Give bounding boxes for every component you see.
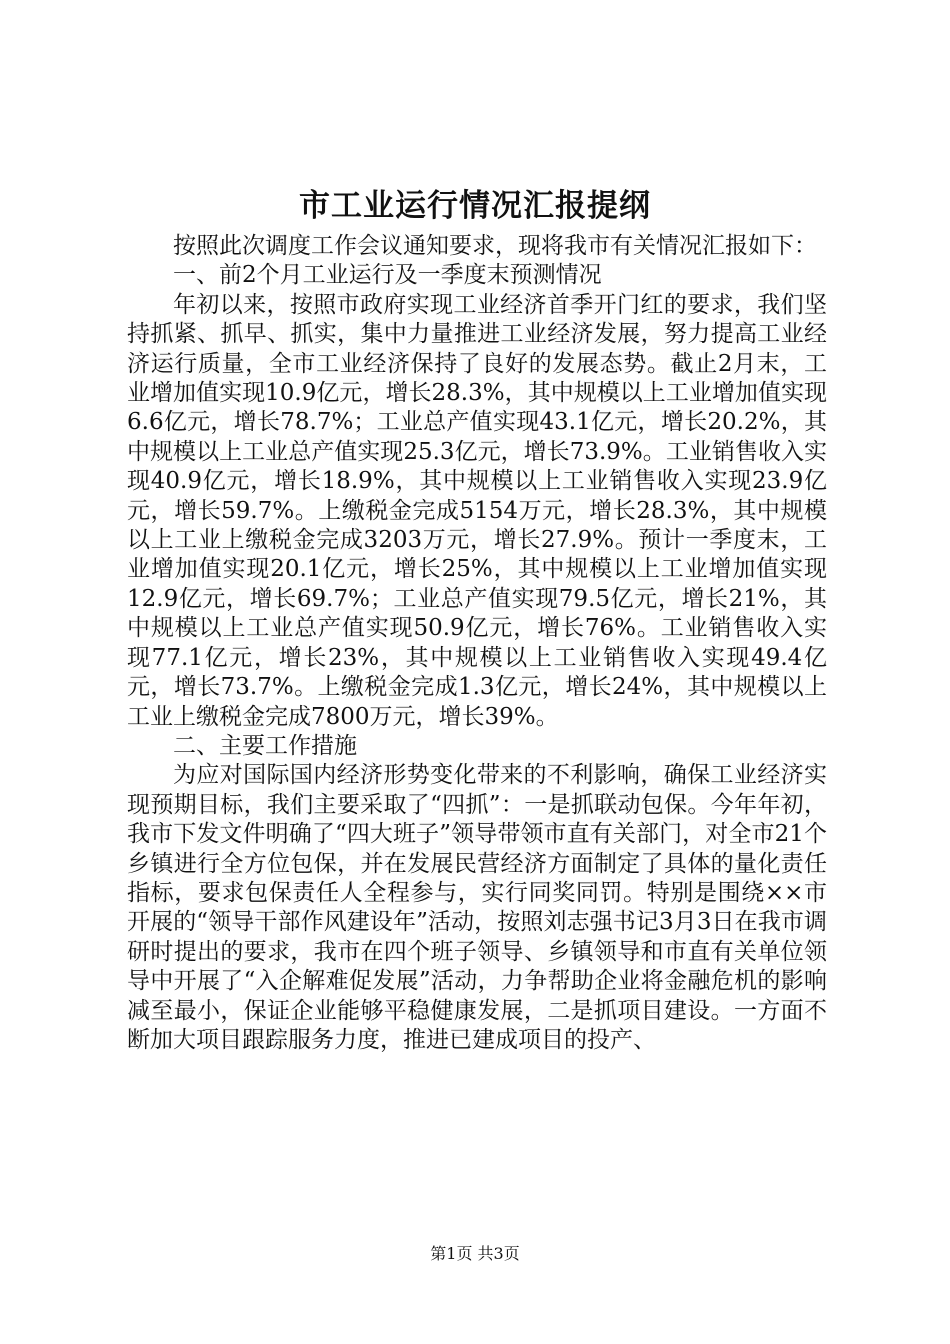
section-heading-2: 二、主要工作措施 bbox=[173, 732, 357, 759]
document-title: 市工业运行情况汇报提纲 bbox=[299, 188, 651, 224]
section-1-paragraph: 年初以来，按照市政府实现工业经济首季开门红的要求，我们坚持抓紧、抓早、抓实，集中力量推进工业经济发展，努力提高工业经济运行质量，全市工业经济保持了良好的发展态势。截止2月末，工业增加值实现10.9亿元，增长28.3%，其中规模以上工业增加值实现6.6亿元，增长78.7%；工业总产值实现43.1亿元，增长20.2%，其中规模以上工业总产值实现25.3亿元，增长73.9%。工业销售收入实现40.9亿元，增长18.9%，其中规模以上工业销售收入实现23.9亿元，增长59.7%。上缴税金完成5154万元，增长28.3%，其中规模以上工业上缴税金完成3203万元，增长27.9%。预计一季度末，工业增加值实现20.1亿元，增长25%，其中规模以上工业增加值实现12.9亿元，增长69.7%；工业总产值实现79.5亿元，增长21%，其中规模以上工业总产值实现50.9亿元，增长76%。工业销售收入实现77.1亿元，增长23%，其中规模以上工业销售收入实现49.4亿元，增长73.7%。上缴税金完成1.3亿元，增长24%，其中规模以上工业上缴税金完成7800万元，增长39%。 bbox=[127, 291, 827, 730]
document-body bbox=[127, 232, 827, 1055]
section-2-paragraph: 为应对国际国内经济形势变化带来的不利影响，确保工业经济实现预期目标，我们主要采取了“四抓”：一是抓联动包保。今年年初，我市下发文件明确了“四大班子”领导带领市直有关部门，对全市21个乡镇进行全方位包保，并在发展民营经济方面制定了具体的量化责任指标，要求包保责任人全程参与，实行同奖同罚。特别是围绕××市开展的“领导干部作风建设年”活动，按照刘志强书记3月3日在我市调研时提出的要求，我市在四个班子领导、乡镇领导和市直有关单位领导中开展了“入企解难促发展”活动，力争帮助企业将金融危机的影响减至最小，保证企业能够平稳健康发展，二是抓项目建设。一方面不断加大项目跟踪服务力度，推进已建成项目的投产、 bbox=[127, 762, 827, 1053]
intro-paragraph: 按照此次调度工作会议通知要求，现将我市有关情况汇报如下： bbox=[173, 233, 817, 259]
section-heading-1: 一、前2个月工业运行及一季度末预测情况 bbox=[173, 262, 602, 289]
page-footer: 第1页 共3页 bbox=[430, 1244, 520, 1263]
